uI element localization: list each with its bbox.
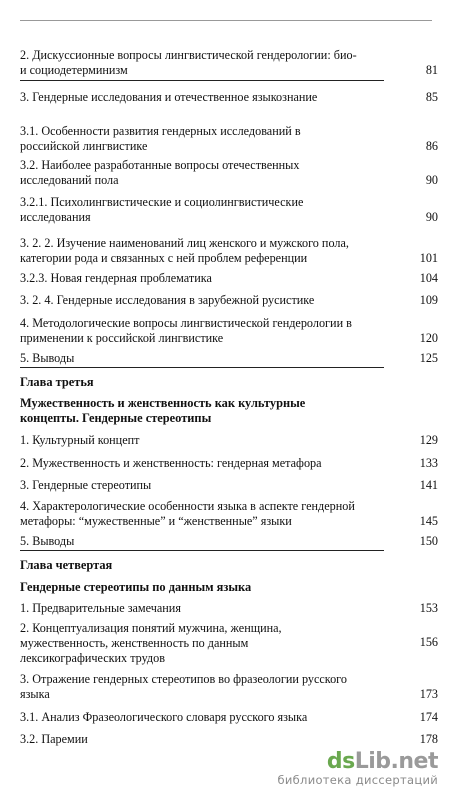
separator-rule <box>20 550 384 551</box>
toc-page-number: 104 <box>417 271 438 286</box>
toc-entry-text: 1. Культурный концепт <box>20 433 140 447</box>
toc-page-number: 178 <box>417 732 438 747</box>
toc-entry <box>20 601 438 616</box>
toc-entry <box>20 124 438 154</box>
toc-entry-text: 2. Дискуссионные вопросы лингвистической гендерологии: био- и социодетерминизм <box>20 48 357 77</box>
toc-entry <box>20 236 438 266</box>
toc-page-number: 86 <box>423 139 438 154</box>
toc-page-number: 141 <box>417 478 438 493</box>
chapter-title: Гендерные стереотипы по данным языка <box>20 580 252 594</box>
separator-rule <box>20 367 384 368</box>
toc-entry-text: 4. Методологические вопросы лингвистической гендерологии в применении к российской лингвистике <box>20 316 352 345</box>
toc-page-number: 90 <box>423 173 438 188</box>
separator-rule <box>20 80 384 81</box>
toc-entry-text: 5. Выводы <box>20 351 75 365</box>
toc-entry-text: 1. Предварительные замечания <box>20 601 181 615</box>
toc-entry <box>20 456 438 471</box>
chapter-label: Глава четвертая <box>20 558 113 572</box>
toc-page-number: 109 <box>417 293 438 308</box>
toc-entry-text: 2. Концептуализация понятий мужчина, женщина, мужественность, женственность по данным лексикографических трудов <box>20 621 282 665</box>
toc-page-number: 150 <box>417 534 438 549</box>
watermark-tagline: библиотека диссертаций <box>277 773 438 787</box>
toc-page-number: 145 <box>417 514 438 529</box>
toc-entry <box>20 293 438 308</box>
watermark-brand <box>277 751 438 773</box>
toc-page-number: 153 <box>417 601 438 616</box>
toc-entry <box>20 732 438 747</box>
toc-page-number: 85 <box>423 90 438 105</box>
toc-page-number: 133 <box>417 456 438 471</box>
chapter-title: Мужественность и женственность как культурные концепты. Гендерные стереотипы <box>20 396 306 425</box>
toc-entry <box>20 351 438 366</box>
toc-entry-text: 3. Гендерные стереотипы <box>20 478 152 492</box>
toc-page-number: 174 <box>417 710 438 725</box>
toc-entry-text: 2. Мужественность и женственность: гендерная метафора <box>20 456 322 470</box>
toc-entry <box>20 621 438 666</box>
toc-entry-text: 3. 2. 4. Гендерные исследования в зарубежной русистике <box>20 293 315 307</box>
toc-page-number: 129 <box>417 433 438 448</box>
toc-page-number: 156 <box>417 635 438 650</box>
dslib-watermark-logo <box>277 751 438 787</box>
toc-entry-text: 3. 2. 2. Изучение наименований лиц женского и мужского пола, категории рода и связанных с ней проблем референции <box>20 236 349 265</box>
toc-entry-text: 3. Гендерные исследования и отечественное языкознание <box>20 90 318 104</box>
toc-entry-text: 3.2. Паремии <box>20 732 88 746</box>
toc-entry <box>20 316 438 346</box>
toc-page-number: 101 <box>417 251 438 266</box>
toc-entry <box>20 271 438 286</box>
toc-entry <box>20 478 438 493</box>
toc-entry <box>20 710 438 725</box>
toc-entry <box>20 48 438 78</box>
toc-entry-text: 3.1. Особенности развития гендерных исследований в российской лингвистике <box>20 124 301 153</box>
toc-entry <box>20 433 438 448</box>
toc-page-number: 81 <box>423 63 438 78</box>
toc-page-number: 90 <box>423 210 438 225</box>
toc-entry <box>20 195 438 225</box>
toc-entry-text: 3. Отражение гендерных стереотипов во фразеологии русского языка <box>20 672 347 701</box>
toc-entry-text: 4. Характерологические особенности языка в аспекте гендерной метафоры: “мужественные” и “женственные” языки <box>20 499 355 528</box>
chapter-label: Глава третья <box>20 375 94 389</box>
toc-entry-text: 5. Выводы <box>20 534 75 548</box>
watermark-brand-rest: Lib.net <box>354 749 438 774</box>
toc-entry-text: 3.2.1. Психолингвистические и социолингвистические исследования <box>20 195 304 224</box>
toc-entry <box>20 499 438 529</box>
toc-entry <box>20 158 438 188</box>
toc-entry-text: 3.2.3. Новая гендерная проблематика <box>20 271 212 285</box>
toc-entry <box>20 90 438 105</box>
toc-entry <box>20 672 438 702</box>
toc-entry-text: 3.1. Анализ Фразеологического словаря русского языка <box>20 710 308 724</box>
toc-page-number: 173 <box>417 687 438 702</box>
page-top-rule <box>20 20 432 21</box>
toc-page-number: 120 <box>417 331 438 346</box>
watermark-brand-ds: ds <box>326 749 355 774</box>
toc-entry <box>20 534 438 549</box>
toc-entry-text: 3.2. Наиболее разработанные вопросы отечественных исследований пола <box>20 158 300 187</box>
toc-page-number: 125 <box>417 351 438 366</box>
